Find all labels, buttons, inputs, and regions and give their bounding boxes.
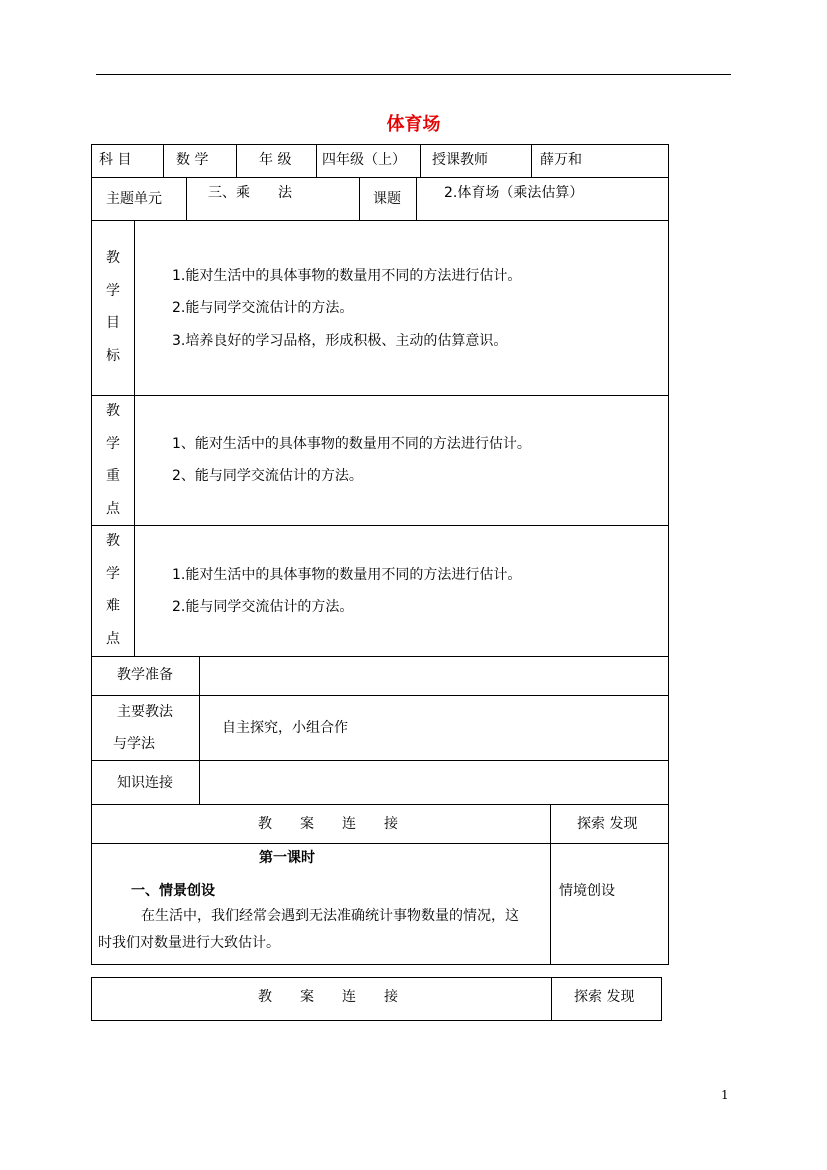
lesson-paragraph-line: 在生活中，我们经常会遇到无法准确统计事物数量的情况，这 <box>141 908 519 924</box>
lesson-paragraph-line: 时我们对数量进行大致估计。 <box>98 935 280 951</box>
teacher-label: 授课教师 <box>432 152 488 168</box>
difficulty-item: 1.能对生活中的具体事物的数量用不同的方法进行估计。 <box>172 567 522 583</box>
knowledge-row <box>91 760 669 805</box>
divider <box>550 804 551 844</box>
unit-label: 主题单元 <box>106 191 162 207</box>
divider <box>551 977 552 1021</box>
header-rule <box>96 74 731 75</box>
grade-label: 年 级 <box>259 152 292 168</box>
divider <box>416 177 417 221</box>
key-point-item: 1、能对生活中的具体事物的数量用不同的方法进行估计。 <box>172 436 531 452</box>
divider <box>163 144 164 178</box>
teacher-value: 薛万和 <box>540 152 582 168</box>
divider <box>199 656 200 696</box>
key-point-item: 2、能与同学交流估计的方法。 <box>172 468 363 484</box>
page-number: 1 <box>721 1088 729 1102</box>
subject-value: 数 学 <box>176 152 209 168</box>
divider <box>531 144 532 178</box>
plan-header-2-left: 教 案 连 接 <box>258 989 398 1005</box>
grade-value: 四年级（上） <box>322 152 406 168</box>
lesson-period: 第一课时 <box>259 850 315 866</box>
goal-item: 1.能对生活中的具体事物的数量用不同的方法进行估计。 <box>172 268 522 284</box>
goals-label: 教 学 目 标 <box>106 250 120 364</box>
divider <box>316 144 317 178</box>
unit-value: 三、乘 法 <box>208 185 292 201</box>
goal-item: 2.能与同学交流估计的方法。 <box>172 300 354 316</box>
topic-label: 课题 <box>373 191 401 207</box>
plan-header-right: 探索 发现 <box>577 816 638 832</box>
topic-value: 2.体育场（乘法估算） <box>444 185 584 201</box>
prep-label: 教学准备 <box>117 667 173 683</box>
divider <box>199 695 200 761</box>
difficulties-label: 教 学 难 点 <box>106 533 120 647</box>
divider <box>236 144 237 178</box>
methods-label-line1: 主要教法 <box>117 704 173 720</box>
divider <box>550 843 551 965</box>
prep-row <box>91 656 669 696</box>
divider <box>186 177 187 221</box>
difficulties-section <box>91 525 669 657</box>
methods-label-line2: 与学法 <box>113 736 155 752</box>
divider <box>134 220 135 396</box>
plan-header-left: 教 案 连 接 <box>258 816 398 832</box>
divider <box>134 395 135 526</box>
plan-header-2-right: 探索 发现 <box>574 989 635 1005</box>
divider <box>199 760 200 805</box>
subject-label: 科 目 <box>99 152 132 168</box>
lesson-side-note: 情境创设 <box>559 883 615 899</box>
methods-value: 自主探究，小组合作 <box>222 720 348 736</box>
divider <box>359 177 360 221</box>
divider <box>420 144 421 178</box>
goal-item: 3.培养良好的学习品格，形成积极、主动的估算意识。 <box>172 333 508 349</box>
difficulty-item: 2.能与同学交流估计的方法。 <box>172 599 354 615</box>
divider <box>134 525 135 657</box>
knowledge-label: 知识连接 <box>117 775 173 791</box>
page-title: 体育场 <box>386 114 441 135</box>
key-points-section <box>91 395 669 526</box>
key-points-label: 教 学 重 点 <box>106 403 120 517</box>
lesson-section-heading: 一、情景创设 <box>131 883 215 899</box>
methods-row <box>91 695 669 761</box>
